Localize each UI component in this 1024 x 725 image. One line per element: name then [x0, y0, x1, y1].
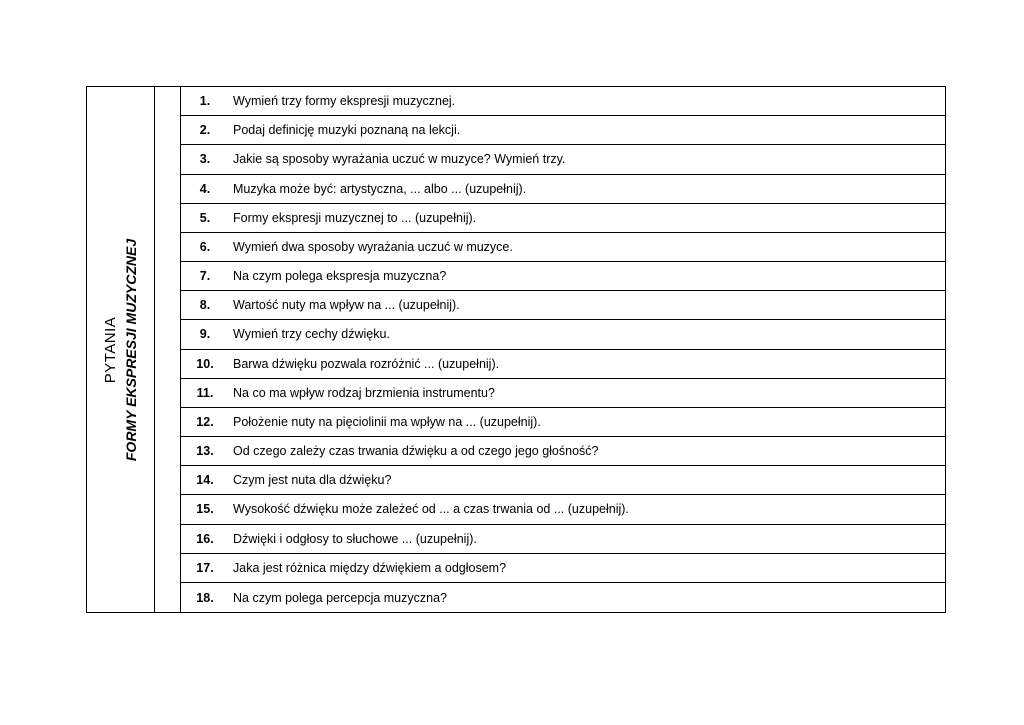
question-text: Jaka jest różnica między dźwiękiem a odgłosem?	[233, 560, 507, 575]
question-text: Wymień dwa sposoby wyrażania uczuć w muzyce.	[233, 239, 513, 254]
question-row	[181, 116, 945, 145]
question-text: Wymień trzy formy ekspresji muzycznej.	[233, 94, 456, 109]
question-row	[181, 291, 945, 320]
question-number: 4.	[199, 181, 211, 196]
question-text: Wymień trzy cechy dźwięku.	[233, 327, 390, 342]
question-row	[181, 145, 945, 174]
question-row	[181, 466, 945, 495]
question-text: Barwa dźwięku pozwala rozróżnić ... (uzupełnij).	[233, 356, 500, 371]
question-number: 15.	[196, 502, 214, 517]
question-number: 10.	[196, 356, 214, 371]
question-number: 8.	[199, 298, 211, 313]
question-row	[181, 320, 945, 349]
side-label-cell	[87, 87, 155, 612]
question-number: 5.	[199, 210, 211, 225]
question-number: 7.	[199, 269, 211, 284]
question-row	[181, 583, 945, 612]
question-row	[181, 175, 945, 204]
question-row	[181, 495, 945, 524]
question-number: 17.	[196, 560, 214, 575]
question-text: Muzyka może być: artystyczna, ... albo ... (uzupełnij).	[233, 181, 527, 196]
question-list	[181, 87, 945, 612]
question-number: 16.	[196, 531, 214, 546]
blank-column	[155, 87, 181, 612]
question-row	[181, 204, 945, 233]
question-text: Położenie nuty na pięciolinii ma wpływ na ... (uzupełnij).	[233, 414, 541, 429]
question-text: Podaj definicję muzyki poznaną na lekcji.	[233, 123, 461, 138]
question-row	[181, 379, 945, 408]
question-text: Wysokość dźwięku może zależeć od ... a czas trwania od ... (uzupełnij).	[233, 502, 629, 517]
question-text: Formy ekspresji muzycznej to ... (uzupełnij).	[233, 210, 477, 225]
question-number: 11.	[196, 385, 214, 400]
question-text: Dźwięki i odgłosy to słuchowe ... (uzupełnij).	[233, 531, 477, 546]
side-title: PYTANIA	[101, 316, 119, 383]
question-row	[181, 350, 945, 379]
question-number: 13.	[196, 444, 214, 459]
question-number: 18.	[196, 590, 214, 605]
question-text: Na czym polega ekspresja muzyczna?	[233, 269, 447, 284]
question-number: 2.	[199, 123, 211, 138]
question-row	[181, 437, 945, 466]
side-label	[101, 238, 141, 460]
question-number: 3.	[199, 152, 211, 167]
question-text: Jakie są sposoby wyrażania uczuć w muzyce? Wymień trzy.	[233, 152, 566, 167]
question-number: 6.	[199, 239, 211, 254]
question-number: 14.	[196, 473, 214, 488]
question-row	[181, 233, 945, 262]
question-row	[181, 554, 945, 583]
question-number: 12.	[196, 414, 214, 429]
question-text: Czym jest nuta dla dźwięku?	[233, 473, 392, 488]
side-subtitle: FORMY EKSPRESJI MUZYCZNEJ	[122, 238, 139, 461]
question-table	[86, 86, 946, 613]
question-number: 9.	[199, 327, 211, 342]
question-row	[181, 408, 945, 437]
question-row	[181, 87, 945, 116]
question-row	[181, 262, 945, 291]
question-text: Wartość nuty ma wpływ na ... (uzupełnij).	[233, 298, 460, 313]
question-number: 1.	[199, 94, 211, 109]
question-text: Na co ma wpływ rodzaj brzmienia instrumentu?	[233, 385, 495, 400]
question-text: Na czym polega percepcja muzyczna?	[233, 590, 447, 605]
question-text: Od czego zależy czas trwania dźwięku a od czego jego głośność?	[233, 444, 599, 459]
question-row	[181, 525, 945, 554]
